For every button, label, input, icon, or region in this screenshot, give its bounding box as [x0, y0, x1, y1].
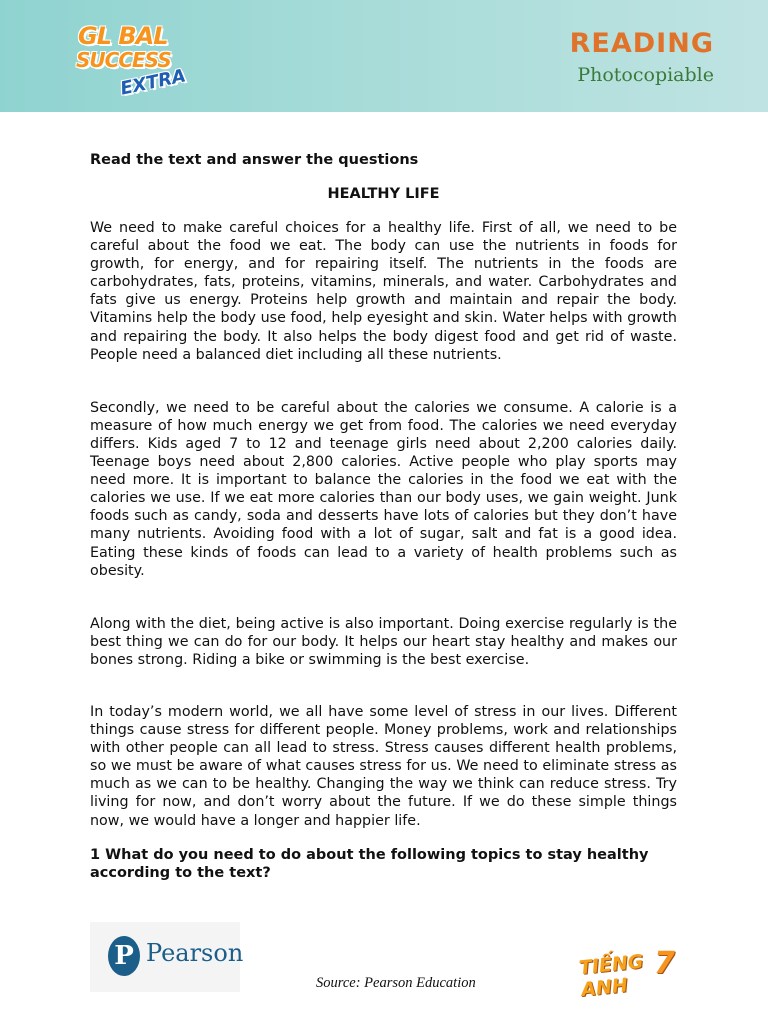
tieng-anh-7-logo	[577, 946, 680, 1002]
logo-line-1: GL BAL	[78, 22, 168, 50]
instruction: Read the text and answer the questions	[90, 152, 419, 168]
pearson-mark-icon: P	[108, 936, 140, 976]
paragraph-1: We need to make careful choices for a healthy life. First of all, we need to be careful about the food we eat. The body can use the nutrients in foods for growth, for energy, and for repairing itself. The nutrients in the foods are carbohydrates, fats, proteins, vitamins, minerals, and water. Carbohydrates and fats give us energy. Proteins help growth and maintain and repair the body. Vitamins help the body use food, help eyesight and skin. Water helps with growth and repairing the body. It also helps the body digest food and get rid of waste. People need a balanced diet including all these nutrients.	[90, 220, 677, 363]
tieng-anh-text: TIẾNG ANH	[577, 950, 645, 1002]
logo-line-2: SUCCESS	[76, 48, 171, 72]
worksheet-content	[90, 152, 677, 883]
header-banner	[0, 0, 768, 112]
source-credit: Source: Pearson Education	[316, 975, 476, 991]
pearson-wordmark: Pearson	[146, 939, 244, 967]
global-success-logo	[70, 20, 200, 102]
paragraph-3: Along with the diet, being active is also important. Doing exercise regularly is the best thing we can do for our body. It helps our heart stay healthy and makes our bones strong. Riding a bike or swimming is the best exercise.	[90, 615, 677, 668]
paragraph-4: In today’s modern world, we all have some level of stress in our lives. Different things cause stress for different people. Money problems, work and relationships with other people can all lead to stress. Stress causes different health problems, so we must be aware of what causes stress for us. We need to eliminate stress as much as we can to be healthy. Changing the way we think can reduce stress. Try living for now, and don’t worry about the future. If we do these simple things now, we would have a longer and happier life.	[90, 703, 677, 829]
tieng-anh-number: 7	[654, 946, 675, 981]
reading-title: HEALTHY LIFE	[327, 186, 440, 202]
pearson-logo	[90, 922, 244, 992]
section-title: READING	[569, 28, 714, 59]
paragraph-2: Secondly, we need to be careful about the calories we consume. A calorie is a measure of how much energy we get from food. The calories we need everyday differs. Kids aged 7 to 12 and teenage girls need about 2,200 calories daily. Teenage boys need about 2,800 calories. Active people who play sports may need more. It is important to balance the calories in the food we eat with the calories we use. If we eat more calories than our body uses, we gain weight. Junk foods such as candy, soda and desserts have lots of calories but they don’t have many nutrients. Avoiding food with a lot of sugar, salt and fat is a good idea. Eating these kinds of foods can lead to a variety of health problems such as obesity.	[90, 399, 677, 579]
logo-line-3: EXTRA	[118, 65, 188, 100]
question-1: 1 What do you need to do about the following topics to stay healthy according to the text?	[90, 846, 649, 882]
section-subtitle: Photocopiable	[577, 64, 714, 86]
